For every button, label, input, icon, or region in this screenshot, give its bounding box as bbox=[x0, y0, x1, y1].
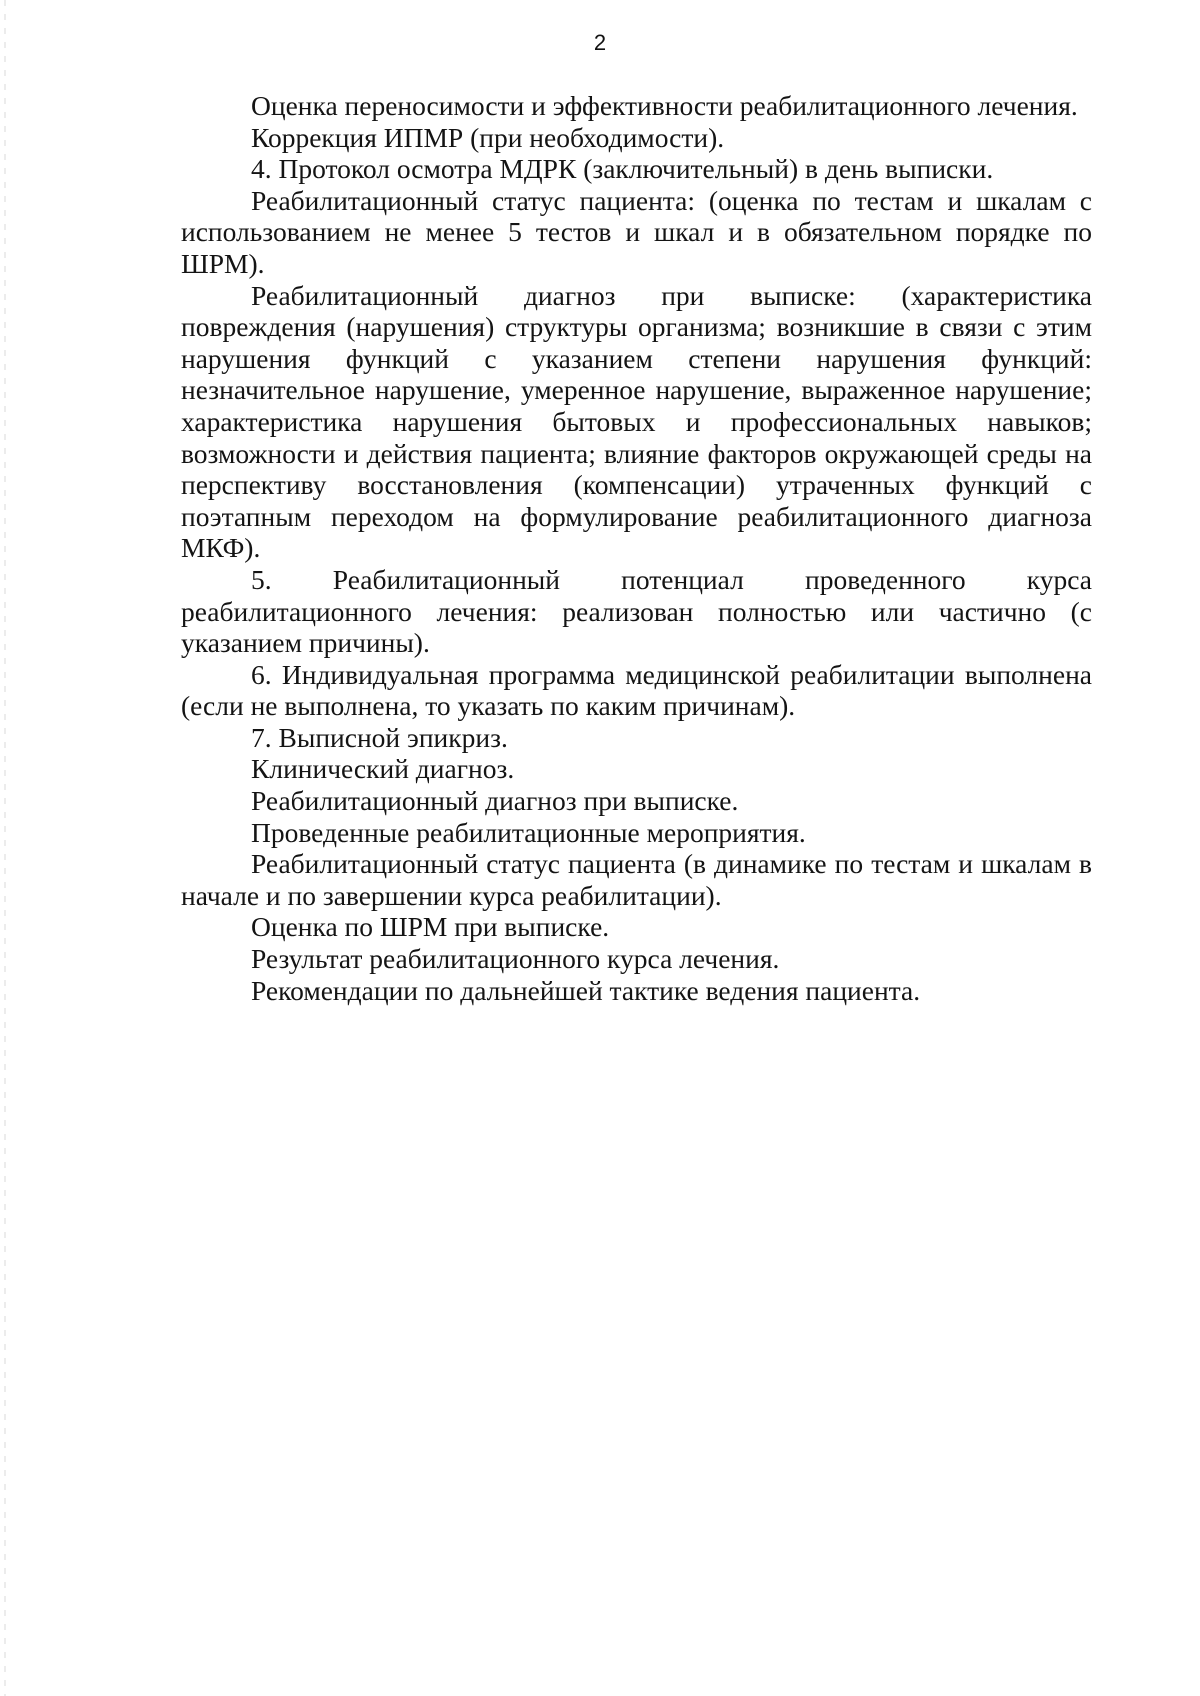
paragraph-rehab-measures: Проведенные реабилитационные мероприятия. bbox=[251, 816, 806, 848]
document-body bbox=[181, 90, 1092, 1006]
paragraph-ipmr-correction: Коррекция ИПМР (при необходимости). bbox=[251, 121, 725, 153]
paragraph-shrm-assessment: Оценка по ШРМ при выписке. bbox=[251, 911, 610, 943]
paragraph-mdrk-protocol: 4. Протокол осмотра МДРК (заключительный) в день выписки. bbox=[251, 153, 994, 185]
paragraph-tolerance-assessment: Оценка переносимости и эффективности реабилитационного лечения. bbox=[251, 90, 1078, 121]
paragraph-discharge-rehab-diagnosis: Реабилитационный диагноз при выписке. bbox=[251, 785, 739, 817]
paragraph-rehab-status-dynamics: Реабилитационный статус пациента (в динамике по тестам и шкалам в начале и по завершении курса реабилитации). bbox=[181, 848, 1092, 911]
paragraph-discharge-summary: 7. Выписной эпикриз. bbox=[251, 721, 508, 753]
paragraph-rehab-status: Реабилитационный статус пациента: (оценка по тестам и шкалам с использованием не менее 5 тестов и шкал и в обязательном порядке по ШРМ). bbox=[181, 184, 1092, 279]
paragraph-individual-program: 6. Индивидуальная программа медицинской реабилитации выполнена (если не выполнена, то указать по каким причинам). bbox=[181, 658, 1092, 722]
paragraph-clinical-diagnosis: Клинический диагноз. bbox=[251, 753, 515, 785]
scan-edge-artifact bbox=[4, 0, 6, 1696]
paragraph-course-result: Результат реабилитационного курса лечения. bbox=[251, 943, 780, 975]
page-number: 2 bbox=[593, 30, 607, 55]
paragraph-rehab-diagnosis: Реабилитационный диагноз при выписке: (характеристика повреждения (нарушения) структуры организма; возникшие в связи с этим нарушения функций с указанием степени нарушения функций: незначительное нарушение, умеренное нарушение, выраженное нарушение; характеристика нарушения бытовых и профессиональных навыков; возможности и действия пациента; влияние факторов окружающей среды на перспективу восстановления (компенсации) утраченных функций с поэтапным переходом на формулирование реабилитационного диагноза МКФ). bbox=[181, 279, 1092, 564]
paragraph-recommendations: Рекомендации по дальнейшей тактике ведения пациента. bbox=[251, 974, 921, 1006]
paragraph-rehab-potential: 5. Реабилитационный потенциал проведенного курса реабилитационного лечения: реализован полностью или частично (с указанием причины). bbox=[181, 563, 1092, 659]
